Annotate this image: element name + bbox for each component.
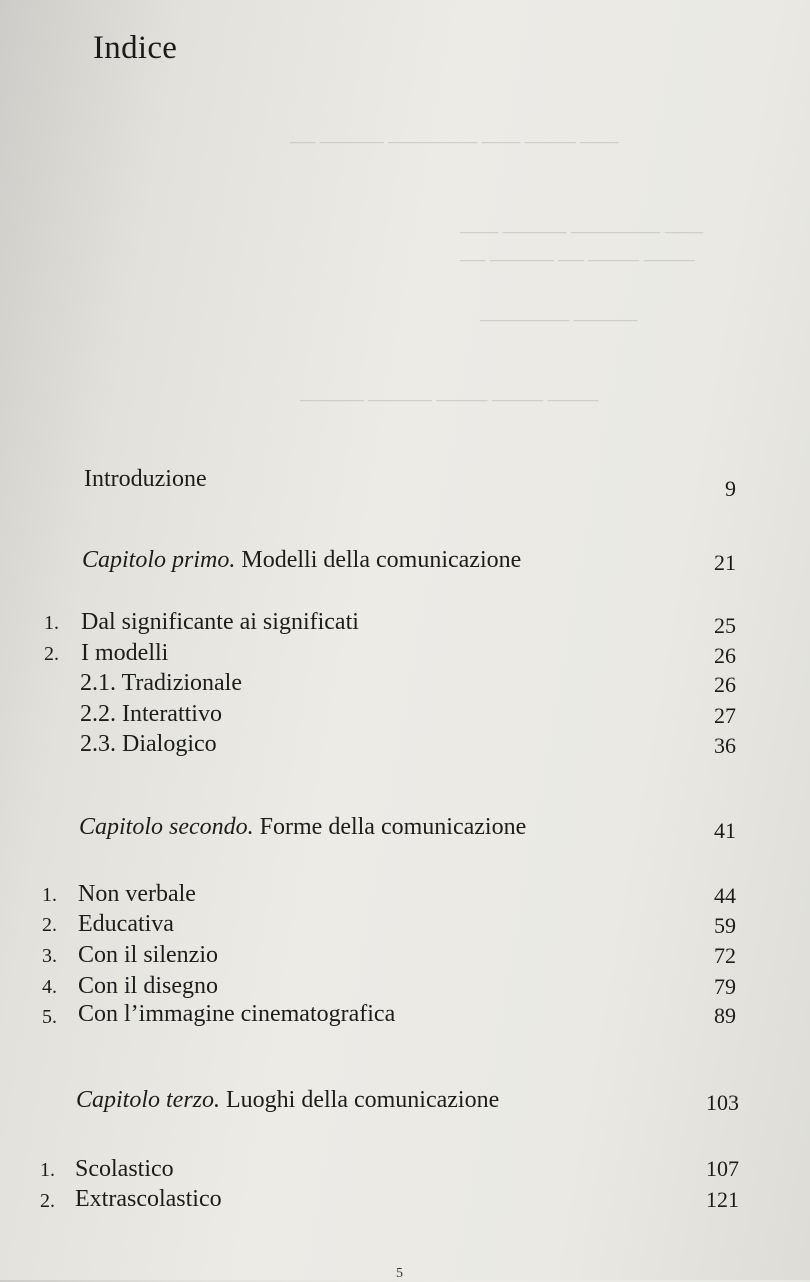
toc-subitem-label: 2.3. Dialogico xyxy=(80,731,217,757)
chapter-title: Forme della comunicazione xyxy=(259,814,527,840)
toc-item-page: 89 xyxy=(714,1003,736,1028)
toc-item-number: 2. xyxy=(40,1190,55,1212)
toc-subitem-label: 2.2. Interattivo xyxy=(80,701,222,727)
toc-item-number: 1. xyxy=(44,612,59,634)
show-through-text: ─── ──── ─── ─────── ───── ── xyxy=(290,132,619,152)
toc-subitem-label: 2.1. Tradizionale xyxy=(80,670,242,696)
toc-item-number: 2. xyxy=(44,643,59,665)
chapter-label: Capitolo primo. xyxy=(82,547,236,573)
show-through-text: ─── ─────── ───── ─── xyxy=(460,222,704,242)
toc-item-page: 72 xyxy=(714,943,736,968)
chapter-page: 21 xyxy=(714,550,736,575)
page-number: 5 xyxy=(396,1266,403,1281)
toc-item-label: Non verbale xyxy=(78,881,196,907)
toc-item-label: Extrascolastico xyxy=(75,1186,222,1212)
show-through-text: ──── ──── ── ───── ── xyxy=(460,250,695,270)
page-title: Indice xyxy=(93,30,178,66)
chapter-heading xyxy=(76,1086,499,1114)
toc-item-page: 121 xyxy=(706,1187,739,1212)
toc-item-page: 25 xyxy=(714,613,736,638)
toc-intro-page: 9 xyxy=(725,476,736,501)
toc-item-page: 79 xyxy=(714,974,736,999)
toc-item-number: 1. xyxy=(40,1159,55,1181)
chapter-label: Capitolo secondo. xyxy=(79,814,254,840)
toc-item-page: 36 xyxy=(714,733,736,758)
chapter-page: 103 xyxy=(706,1090,739,1115)
chapter-label: Capitolo terzo. xyxy=(76,1087,221,1113)
toc-item-label: Con l’immagine cinematografica xyxy=(78,1001,396,1027)
toc-item-label: Educativa xyxy=(78,911,174,937)
toc-item-label: Dal significante ai significati xyxy=(81,609,359,635)
toc-item-page: 26 xyxy=(714,643,736,668)
toc-item-label: Con il disegno xyxy=(78,973,219,999)
toc-intro-label: Introduzione xyxy=(84,466,207,492)
toc-item-page: 26 xyxy=(714,672,736,697)
chapter-heading xyxy=(79,813,526,841)
toc-item-number: 1. xyxy=(42,884,57,906)
toc-item-page: 44 xyxy=(714,883,736,908)
toc-item-number: 3. xyxy=(42,945,57,967)
chapter-page: 41 xyxy=(714,818,736,843)
toc-item-number: 4. xyxy=(42,976,57,998)
show-through-text: ───── ─────── xyxy=(480,310,638,330)
toc-item-label: Con il silenzio xyxy=(78,942,218,968)
toc-item-label: I modelli xyxy=(81,640,169,666)
toc-item-page: 59 xyxy=(714,913,736,938)
toc-item-page: 107 xyxy=(706,1156,739,1181)
chapter-title: Luoghi della comunicazione xyxy=(226,1087,500,1113)
toc-item-number: 2. xyxy=(42,914,57,936)
toc-item-label: Scolastico xyxy=(75,1156,174,1182)
show-through-text: ──── ──── ──── ───── ───── xyxy=(300,390,599,410)
chapter-heading xyxy=(82,546,521,574)
chapter-title: Modelli della comunicazione xyxy=(241,547,522,573)
toc-item-page: 27 xyxy=(714,703,736,728)
toc-item-number: 5. xyxy=(42,1006,57,1028)
